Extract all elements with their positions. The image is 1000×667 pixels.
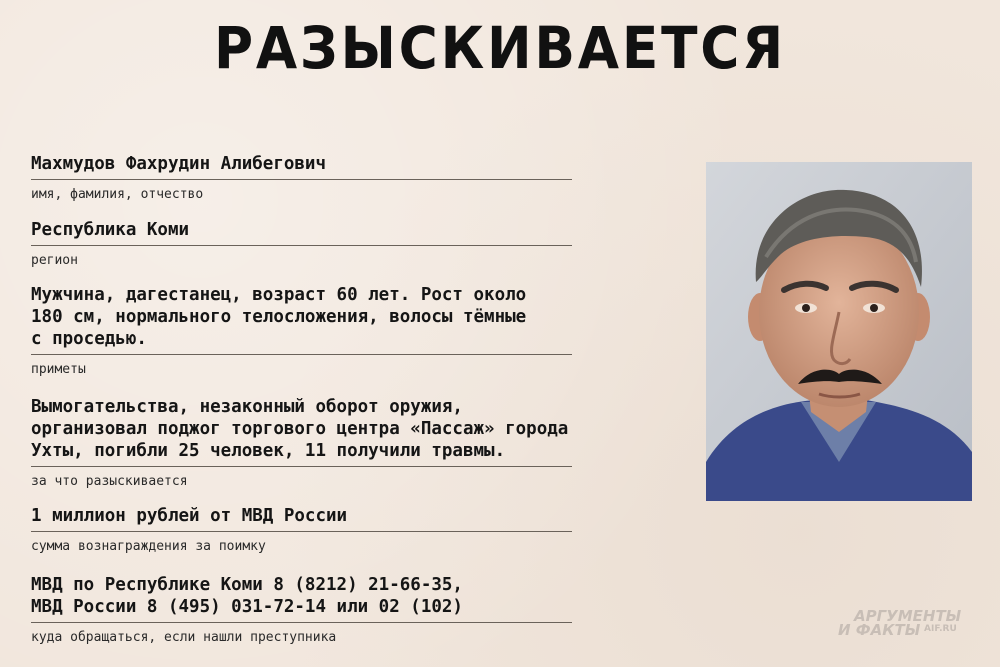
field-reward-divider (31, 531, 572, 532)
field-charges (31, 396, 651, 489)
field-charges-label: за что разыскивается (31, 474, 188, 489)
aif-logo (838, 607, 973, 641)
field-description (31, 284, 651, 377)
field-name-label: имя, фамилия, отчество (31, 187, 204, 202)
field-region (31, 219, 651, 268)
field-contacts-divider (31, 622, 572, 623)
aif-logo-line1: АРГУМЕНТЫ (854, 607, 962, 625)
field-name-divider (31, 179, 572, 180)
field-reward-value: 1 миллион рублей от МВД России (31, 506, 348, 526)
field-region-value: Республика Коми (31, 220, 190, 240)
field-region-divider (31, 245, 572, 246)
field-name (31, 153, 651, 202)
field-contacts (31, 574, 651, 645)
field-description-value: Мужчина, дагестанец, возраст 60 лет. Рост около 180 см, нормального телосложения, волосы тёмные с проседью. (31, 285, 527, 349)
field-description-divider (31, 354, 572, 355)
poster-title: РАЗЫСКИВАЕТСЯ (214, 14, 786, 82)
field-reward (31, 505, 651, 554)
field-charges-value: Вымогательства, незаконный оборот оружия, организовал поджог торгового центра «Пассаж» города Ухты, погибли 25 человек, 11 получили травмы. (31, 397, 569, 461)
field-contacts-value: МВД по Республике Коми 8 (8212) 21-66-35, МВД России 8 (495) 031-72-14 или 02 (102) (31, 575, 463, 617)
field-description-label: приметы (31, 362, 86, 377)
field-charges-divider (31, 466, 572, 467)
suspect-photo (706, 162, 972, 501)
field-region-label: регион (31, 253, 78, 268)
aif-logo-site: AIF.RU (924, 624, 957, 634)
field-name-value: Махмудов Фахрудин Алибегович (31, 154, 327, 174)
field-contacts-label: куда обращаться, если нашли преступника (31, 630, 337, 645)
field-reward-label: сумма вознаграждения за поимку (31, 539, 266, 554)
aif-logo-line2: И ФАКТЫ (838, 621, 921, 639)
suspect-portrait-illustration (706, 162, 972, 501)
